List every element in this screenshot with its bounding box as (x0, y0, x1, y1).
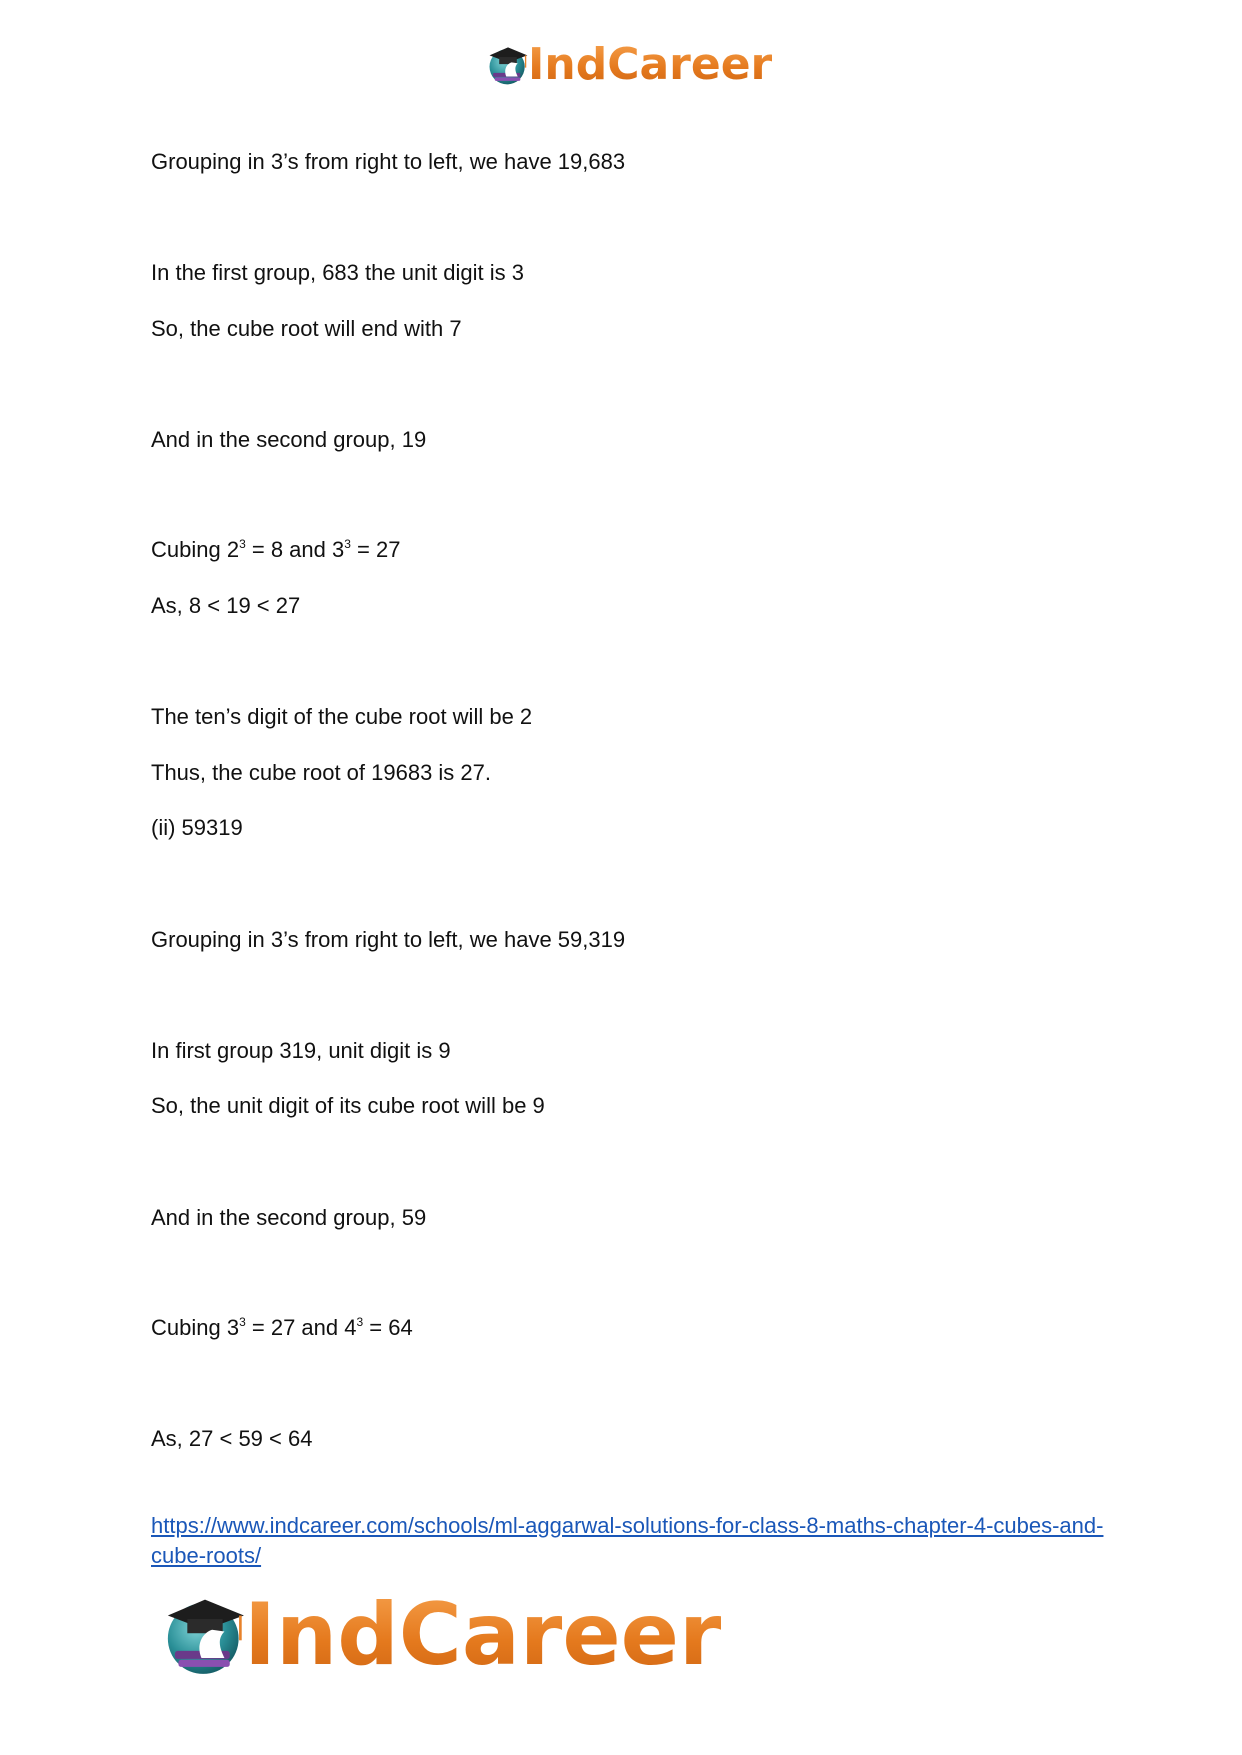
superscript: 3 (239, 1315, 246, 1329)
text-line: And in the second group, 19 (151, 427, 427, 452)
text-segment: = 8 and 3 (245, 537, 345, 562)
text-line: As, 8 < 19 < 27 (151, 593, 301, 618)
text-line: So, the cube root will end with 7 (151, 316, 462, 341)
superscript: 3 (356, 1315, 364, 1329)
text-line: (ii) 59319 (151, 815, 243, 840)
text-line: In the first group, 683 the unit digit is 3 (151, 260, 525, 285)
text-line-cubing-1 (151, 536, 400, 564)
text-line: So, the unit digit of its cube root will be 9 (151, 1093, 545, 1118)
text-segment: Cubing 2 (151, 537, 240, 562)
text-segment: = 64 (363, 1315, 413, 1340)
text-segment: Cubing 3 (151, 1315, 240, 1340)
text-line: Grouping in 3’s from right to left, we have 19,683 (151, 149, 626, 174)
footer-logo (160, 1585, 721, 1685)
source-link[interactable]: https://www.indcareer.com/schools/ml-aggarwal-solutions-for-class-8-maths-chapter-4-cubes-and-cube-roots/ (151, 1513, 1104, 1568)
logo-text: IndCareer (528, 39, 773, 90)
header-logo (486, 40, 772, 90)
graduation-cap-globe-icon (160, 1589, 250, 1681)
graduation-cap-globe-icon (486, 42, 530, 88)
superscript: 3 (344, 537, 351, 551)
text-line: The ten’s digit of the cube root will be 2 (151, 704, 533, 729)
superscript: 3 (239, 537, 246, 551)
text-line: As, 27 < 59 < 64 (151, 1426, 313, 1451)
text-line-cubing-2 (151, 1314, 413, 1342)
text-line: Thus, the cube root of 19683 is 27. (151, 760, 492, 785)
text-line: And in the second group, 59 (151, 1205, 427, 1230)
logo-text: IndCareer (244, 1585, 722, 1685)
text-segment: = 27 (350, 537, 401, 562)
text-line: In first group 319, unit digit is 9 (151, 1038, 451, 1063)
text-segment: = 27 and 4 (245, 1315, 357, 1340)
text-line: Grouping in 3’s from right to left, we have 59,319 (151, 927, 626, 952)
